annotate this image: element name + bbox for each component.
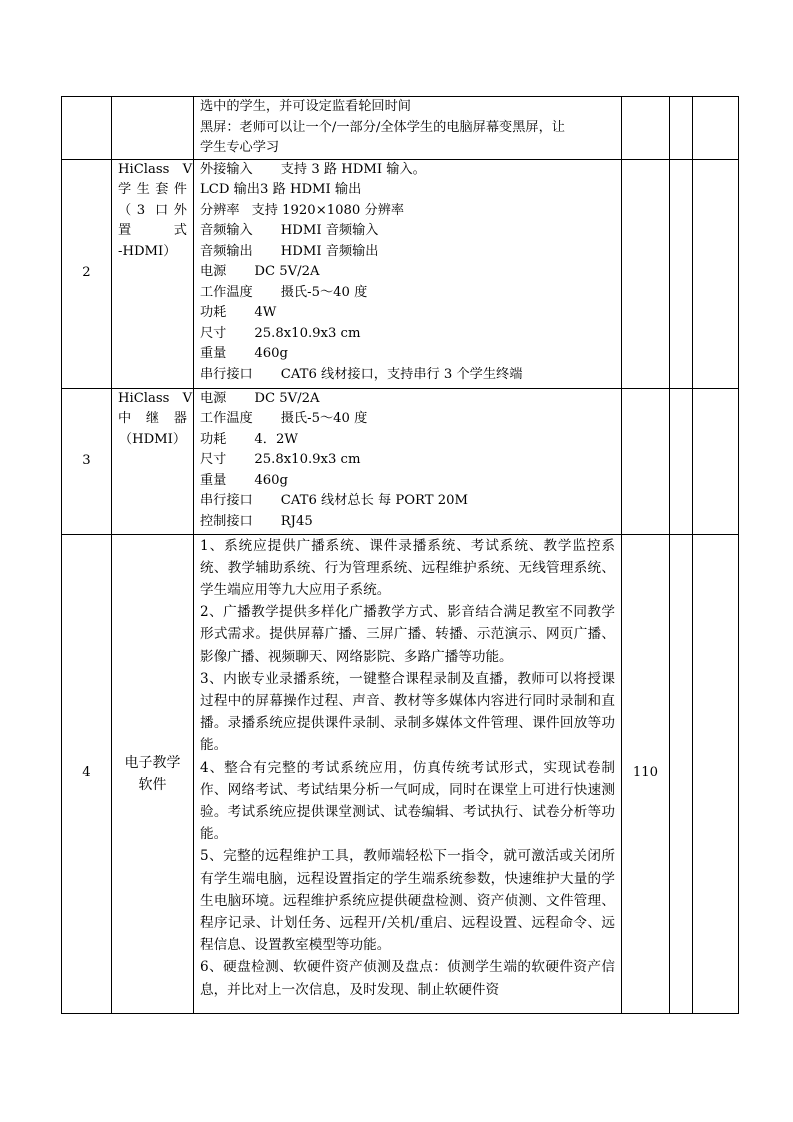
- table-row: [62, 388, 739, 534]
- spec-value: HDMI 音频输入: [280, 223, 379, 238]
- spec-value: RJ45: [280, 513, 313, 529]
- spec-value: DC 5V/2A: [254, 264, 320, 279]
- spec-line: [200, 160, 621, 181]
- spec-paragraph: 2、广播教学提供多样化广播教学方式、影音结合满足教室不同教学形式需求。提供屏幕广播、三屏广播、转播、示范演示、网页广播、影像广播、视频聊天、网络影院、多路广播等功能。: [200, 604, 615, 665]
- item-spec-cell: [194, 388, 622, 534]
- item-spec-cell: [194, 159, 622, 388]
- spec-line: [200, 430, 621, 451]
- spec-value: CAT6 线材总长 每 PORT 20M: [280, 493, 468, 508]
- spec-key: 功耗: [200, 305, 227, 320]
- spec-value: 摄氏-5～40 度: [280, 284, 368, 300]
- spec-key: 尺寸: [200, 325, 227, 341]
- spec-key: 串行接口: [200, 493, 253, 508]
- empty-cell: [693, 97, 739, 160]
- item-name-line: HiClass V: [118, 161, 193, 177]
- item-qty-cell: [622, 159, 670, 388]
- item-name-line: 学生套件: [118, 182, 187, 197]
- spec-line: 黑屏：老师可以让一个/一部分/全体学生的电脑屏幕变黑屏，让: [200, 119, 565, 135]
- spec-key: 控制接口: [200, 513, 253, 529]
- item-name-cell: [112, 534, 194, 1013]
- spec-line: [200, 389, 621, 410]
- spec-line: [200, 491, 621, 512]
- empty-cell: [670, 97, 693, 160]
- table-row: [62, 534, 739, 1013]
- spec-value: 4．2W: [254, 431, 298, 447]
- spec-line: [200, 242, 621, 263]
- spec-key: 串行接口: [200, 366, 253, 382]
- spec-value: HDMI 音频输出: [280, 243, 379, 259]
- spec-line: [200, 201, 621, 222]
- spec-line: [200, 409, 621, 430]
- spec-paragraph: 3、内嵌专业录播系统，一键整合课程录制及直播，教师可以将授课过程中的屏幕操作过程、声音、教材等多媒体内容进行同时录制和直播。录播系统应提供课件录制、录制多媒体文件管理、课件回放等功能。: [200, 670, 615, 754]
- item-name-text: 电子教学软件: [124, 754, 181, 793]
- spec-line: [200, 365, 621, 386]
- spec-line: [200, 512, 621, 533]
- item-name-cell: [112, 159, 194, 388]
- item-name-line: （HDMI）: [118, 431, 187, 447]
- table-row: [62, 97, 739, 160]
- spec-line: [200, 221, 621, 242]
- item-qty-cell: [622, 97, 670, 160]
- spec-value: 摄氏-5～40 度: [280, 411, 368, 426]
- spec-paragraph: 6、硬盘检测、软硬件资产侦测及盘点：侦测学生端的软硬件资产信息，并比对上一次信息，及时发现、制止软硬件资: [200, 959, 615, 998]
- item-spec-cell: [194, 97, 622, 160]
- spec-key: 分辨率: [200, 202, 240, 218]
- item-name-line: -HDMI）: [118, 243, 177, 259]
- spec-key: 重量: [200, 472, 227, 488]
- spec-line: [200, 180, 621, 201]
- item-name-line: （3 口外: [118, 202, 187, 218]
- item-qty-cell: 110: [622, 534, 670, 1013]
- spec-value: 4W: [254, 305, 277, 320]
- item-number-cell: 2: [62, 159, 112, 388]
- spec-line: [200, 324, 621, 345]
- spec-value: 25.8x10.9x3 cm: [254, 325, 361, 341]
- spec-line: 学生专心学习: [200, 140, 280, 155]
- spec-line: [200, 262, 621, 283]
- spec-key: 外接输入: [200, 161, 253, 177]
- spec-line: [200, 450, 621, 471]
- item-name-cell: [112, 388, 194, 534]
- spec-key: LCD 输出3 路 HDMI 输出: [200, 182, 362, 197]
- item-qty-cell: [622, 388, 670, 534]
- spec-key: 尺寸: [200, 452, 227, 467]
- spec-key: 功耗: [200, 431, 227, 447]
- spec-value: CAT6 线材接口，支持串行 3 个学生终端: [280, 366, 523, 382]
- empty-cell: [693, 388, 739, 534]
- spec-paragraph: 4、整合有完整的考试系统应用，仿真传统考试形式，实现试卷制作、网络考试、考试结果分析一气呵成，同时在课堂上可进行快速测验。考试系统应提供课堂测试、试卷编辑、考试执行、试卷分析等功能。: [200, 759, 615, 843]
- spec-key: 音频输出: [200, 243, 253, 259]
- empty-cell: [693, 159, 739, 388]
- spec-paragraph: 5、完整的远程维护工具，教师端轻松下一指令，就可激活或关闭所有学生端电脑，远程设置指定的学生端系统参数，快速维护大量的学生电脑环境。远程维护系统应提供硬盘检测、资产侦测、文件管理、程序记录、计划任务、远程开/关机/重启、远程设置、远程命令、远程信息、设置教室模型等功能。: [200, 848, 615, 954]
- spec-line: [200, 344, 621, 365]
- spec-key: 电源: [200, 390, 227, 406]
- item-number-cell: 4: [62, 534, 112, 1013]
- spec-key: 工作温度: [200, 284, 253, 300]
- item-number-cell: 3: [62, 388, 112, 534]
- spec-value: 支持 1920×1080 分辨率: [251, 202, 405, 218]
- spec-key: 音频输入: [200, 223, 253, 238]
- spec-value: 支持 3 路 HDMI 输入。: [280, 161, 426, 177]
- equipment-spec-table: [61, 96, 739, 1014]
- empty-cell: [670, 388, 693, 534]
- spec-value: DC 5V/2A: [254, 390, 320, 406]
- spec-paragraph: 1、系统应提供广播系统、课件录播系统、考试系统、教学监控系统、教学辅助系统、行为管理系统、远程维护系统、无线管理系统、学生端应用等九大应用子系统。: [200, 537, 615, 598]
- spec-value: 460g: [254, 346, 288, 361]
- table-row: [62, 159, 739, 388]
- item-number-cell: [62, 97, 112, 160]
- item-name-line: HiClass V: [118, 390, 193, 406]
- spec-line: [200, 283, 621, 304]
- empty-cell: [693, 534, 739, 1013]
- spec-key: 重量: [200, 346, 227, 361]
- spec-value: 25.8x10.9x3 cm: [254, 452, 361, 467]
- spec-line: [200, 303, 621, 324]
- empty-cell: [670, 159, 693, 388]
- item-name-cell: [112, 97, 194, 160]
- item-spec-cell: [194, 534, 622, 1013]
- spec-line: 选中的学生，并可设定监看轮回时间: [200, 99, 411, 114]
- empty-cell: [670, 534, 693, 1013]
- item-name-line: 置 式: [118, 223, 187, 238]
- spec-line: [200, 471, 621, 492]
- spec-value: 460g: [254, 472, 288, 488]
- spec-key: 电源: [200, 264, 227, 279]
- spec-key: 工作温度: [200, 411, 253, 426]
- item-name-line: 中 继 器: [118, 411, 187, 426]
